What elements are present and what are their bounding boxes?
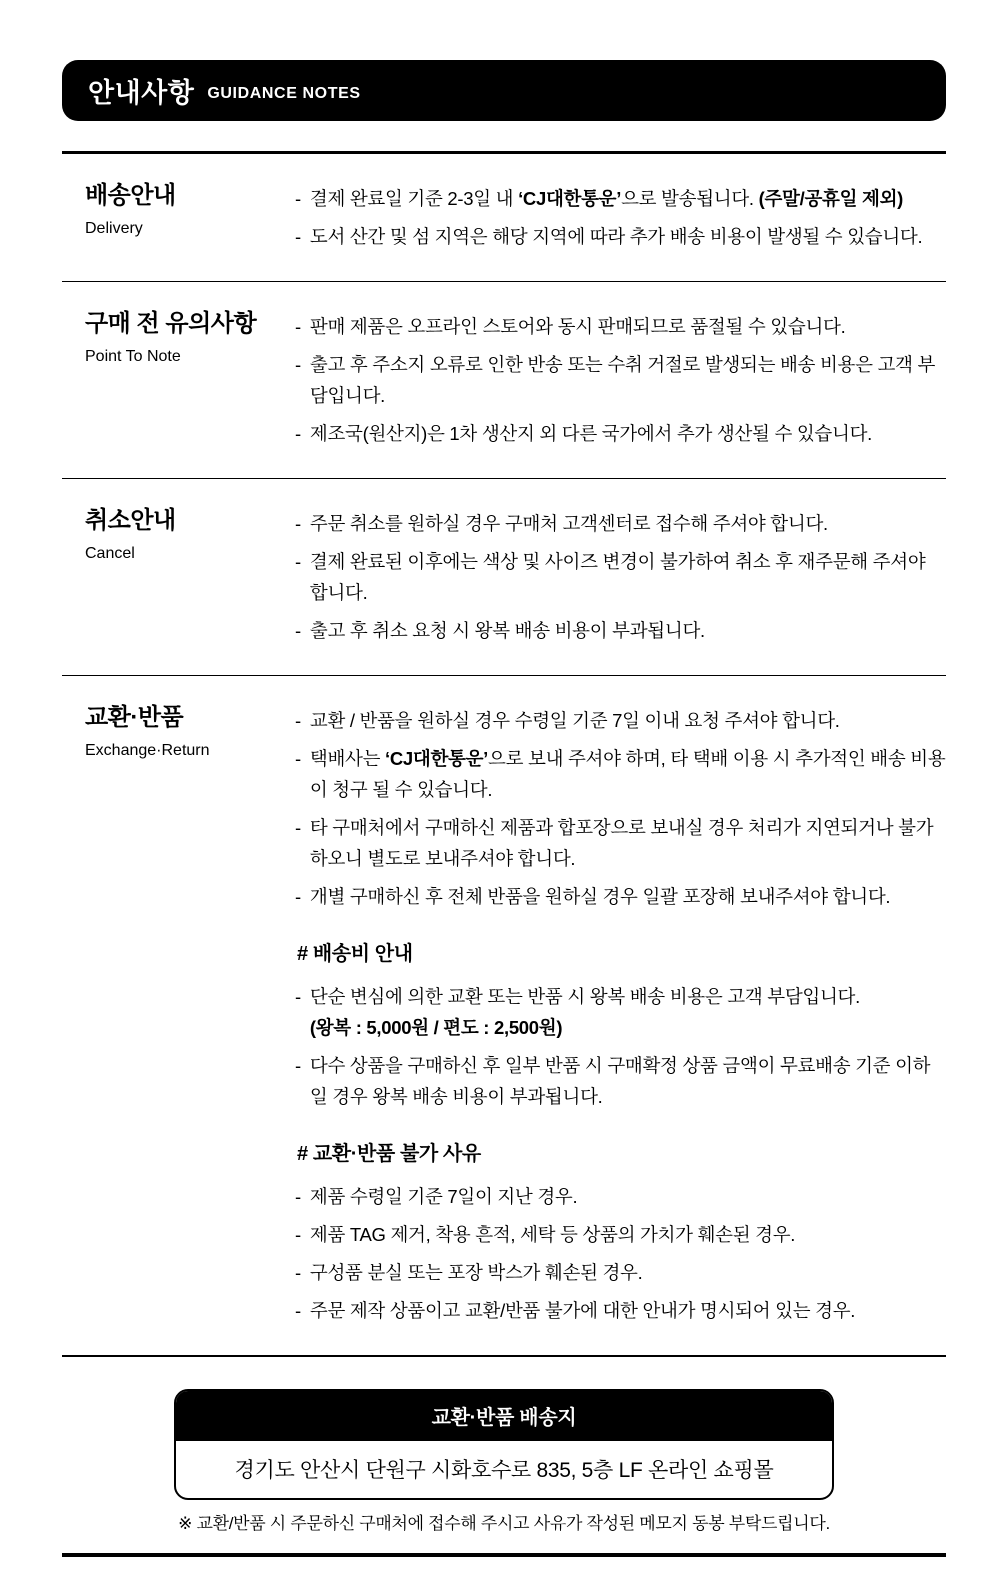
bullet-dash-icon: - (295, 551, 301, 572)
page-title-english: GUIDANCE NOTES (207, 84, 361, 102)
bullet-text: 단순 변심에 의한 교환 또는 반품 시 왕복 배송 비용은 고객 부담입니다. (왕복 : 5,000원 / 편도 : 2,500원) (309, 986, 860, 1038)
section-subtitle: Delivery (85, 220, 143, 237)
header-bar (62, 60, 946, 121)
bullet-text: 출고 후 취소 요청 시 왕복 배송 비용이 부과됩니다. (309, 620, 705, 641)
section-cancel-body (295, 506, 946, 653)
return-address-text: 경기도 안산시 단원구 시화호수로 835, 5층 LF 온라인 쇼핑몰 (234, 1459, 774, 1482)
section-cancel-header (62, 506, 295, 653)
section-point-to-note-body (295, 309, 946, 456)
bullet-item (295, 311, 946, 342)
bullet-dash-icon: - (295, 316, 301, 337)
bullet-item (295, 1295, 946, 1326)
bullet-text: 다수 상품을 구매하신 후 일부 반품 시 구매확정 상품 금액이 무료배송 기준 이하일 경우 왕복 배송 비용이 부과됩니다. (309, 1055, 931, 1107)
bullet-text: 개별 구매하신 후 전체 반품을 원하실 경우 일괄 포장해 보내주셔야 합니다. (309, 886, 891, 907)
bullet-text: 도서 산간 및 섬 지역은 해당 지역에 따라 추가 배송 비용이 발생될 수 있습니다. (309, 226, 923, 247)
bullet-item (295, 981, 946, 1043)
bullet-item (295, 881, 946, 912)
bullet-item (295, 705, 946, 736)
bullet-item (295, 615, 946, 646)
bullet-dash-icon: - (295, 1186, 301, 1207)
bullet-dash-icon: - (295, 1262, 301, 1283)
bullet-dash-icon: - (295, 817, 301, 838)
section-exchange-return-body (295, 703, 946, 1333)
section-title: 배송안내 (85, 182, 176, 209)
bullet-text: 판매 제품은 오프라인 스토어와 동시 판매되므로 품절될 수 있습니다. (309, 316, 846, 337)
section-cancel (62, 479, 946, 676)
bullet-dash-icon: - (295, 710, 301, 731)
section-title: 취소안내 (85, 507, 176, 534)
divider-bottom (62, 1553, 946, 1557)
subsection-heading: # 교환·반품 불가 사유 (297, 1143, 481, 1165)
bullet-text: 결제 완료된 이후에는 색상 및 사이즈 변경이 불가하여 취소 후 재주문해 주셔야 합니다. (309, 551, 926, 603)
content-container (62, 60, 946, 1557)
bullet-item (295, 1219, 946, 1250)
bullet-item (295, 546, 946, 608)
bullet-text: 타 구매처에서 구매하신 제품과 합포장으로 보내실 경우 처리가 지연되거나 불가하오니 별도로 보내주셔야 합니다. (309, 817, 934, 869)
bullet-text: 제품 수령일 기준 7일이 지난 경우. (309, 1186, 578, 1207)
bullet-dash-icon: - (295, 513, 301, 534)
section-subtitle: Point To Note (85, 348, 181, 365)
section-subtitle: Exchange·Return (85, 742, 210, 759)
bullet-list (295, 183, 946, 252)
subsection-shipping-fee (295, 940, 946, 1112)
section-point-to-note (62, 282, 946, 479)
bullet-list (295, 508, 946, 646)
bullet-dash-icon: - (295, 423, 301, 444)
section-delivery (62, 154, 946, 282)
section-exchange-return (62, 676, 946, 1357)
bullet-dash-icon: - (295, 620, 301, 641)
bullet-item (295, 1257, 946, 1288)
bullet-text: 주문 제작 상품이고 교환/반품 불가에 대한 안내가 명시되어 있는 경우. (309, 1300, 856, 1321)
section-delivery-body (295, 181, 946, 259)
subsection-not-allowed (295, 1140, 946, 1326)
bullet-item (295, 743, 946, 805)
bullet-dash-icon: - (295, 354, 301, 375)
subsection-heading: # 배송비 안내 (297, 943, 413, 965)
section-subtitle: Cancel (85, 545, 135, 562)
bullet-item (295, 1050, 946, 1112)
bullet-text: 구성품 분실 또는 포장 박스가 훼손된 경우. (309, 1262, 643, 1283)
section-title: 구매 전 유의사항 (85, 310, 257, 337)
bullet-list (295, 311, 946, 449)
return-address-box (174, 1389, 834, 1500)
bullet-text: 교환 / 반품을 원하실 경우 수령일 기준 7일 이내 요청 주셔야 합니다. (309, 710, 840, 731)
bullet-dash-icon: - (295, 1300, 301, 1321)
bullet-item (295, 1181, 946, 1212)
bullet-dash-icon: - (295, 188, 301, 209)
bullet-dash-icon: - (295, 886, 301, 907)
bullet-text: 주문 취소를 원하실 경우 구매처 고객센터로 접수해 주셔야 합니다. (309, 513, 828, 534)
return-address-box-title: 교환·반품 배송지 (176, 1391, 832, 1441)
bullet-item (295, 812, 946, 874)
bullet-list (295, 1181, 946, 1326)
bullet-list (295, 981, 946, 1112)
bullet-item (295, 418, 946, 449)
bullet-text: 택배사는 ‘CJ대한통운’으로 보내 주셔야 하며, 타 택배 이용 시 추가적인 배송 비용이 청구 될 수 있습니다. (309, 748, 946, 800)
bullet-dash-icon: - (295, 1224, 301, 1245)
bullet-text: 출고 후 주소지 오류로 인한 반송 또는 수취 거절로 발생되는 배송 비용은 고객 부담입니다. (309, 354, 936, 406)
section-exchange-return-header (62, 703, 295, 1333)
bullet-item (295, 221, 946, 252)
bullet-dash-icon: - (295, 1055, 301, 1076)
bullet-dash-icon: - (295, 986, 301, 1007)
bullet-text: 제품 TAG 제거, 착용 흔적, 세탁 등 상품의 가치가 훼손된 경우. (309, 1224, 796, 1245)
section-point-to-note-header (62, 309, 295, 456)
bullet-dash-icon: - (295, 226, 301, 247)
footnote: ※ 교환/반품 시 주문하신 구매처에 접수해 주시고 사유가 작성된 메모지 동봉 부탁드립니다. (178, 1514, 830, 1533)
bullet-list (295, 705, 946, 912)
page-title-korean: 안내사항 (88, 78, 195, 108)
bullet-dash-icon: - (295, 748, 301, 769)
bullet-item (295, 183, 946, 214)
bullet-item (295, 349, 946, 411)
section-title: 교환·반품 (85, 704, 184, 731)
bullet-text: 결제 완료일 기준 2-3일 내 ‘CJ대한통운’으로 발송됩니다. (주말/공휴일 제외) (309, 188, 904, 209)
bullet-item (295, 508, 946, 539)
section-delivery-header (62, 181, 295, 259)
bullet-text: 제조국(원산지)은 1차 생산지 외 다른 국가에서 추가 생산될 수 있습니다. (309, 423, 872, 444)
